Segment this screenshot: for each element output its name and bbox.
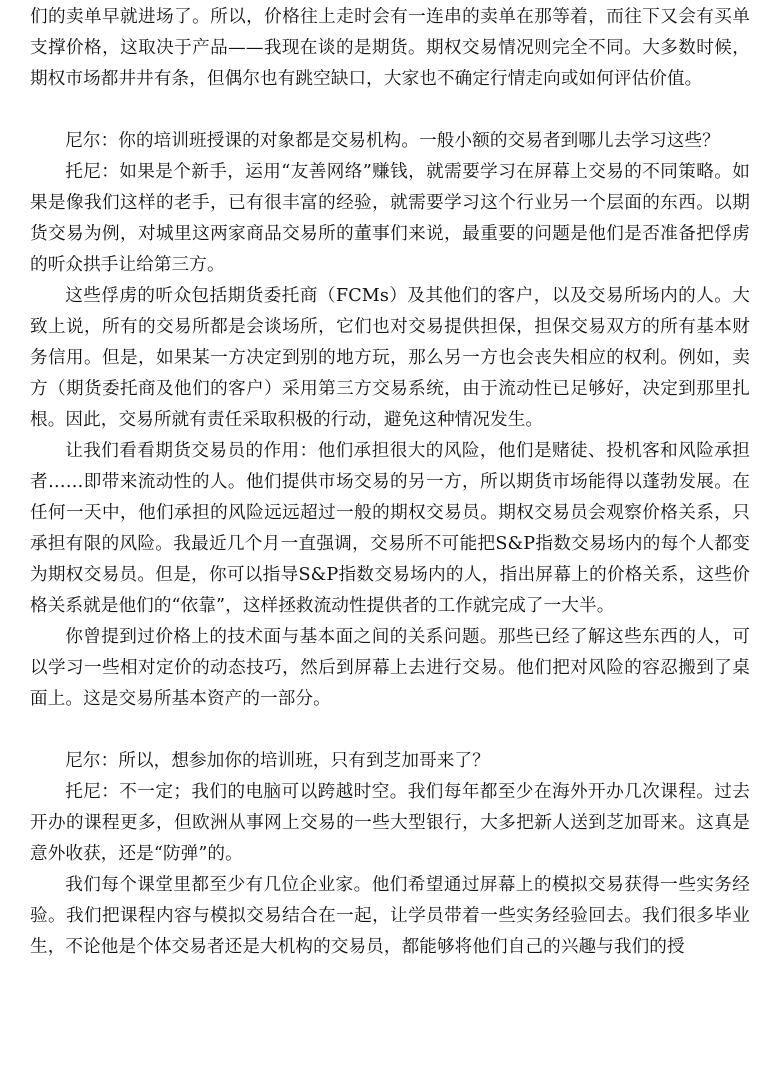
paragraph-neil-question-1: 尼尔：你的培训班授课的对象都是交易机构。一般小额的交易者到哪儿去学习这些？ (65, 131, 720, 151)
paragraph-1: 们的卖单早就进场了。所以，价格往上走时会有一连串的卖单在那等着，而往下又会有买单支撑价格，这取决于产品——我现在谈的是期货。期权交易情况则完全不同。大多数时候，期权市场都井井有条，但偶尔也有跳空缺口，大家也不确定行情走向或如何评估价值。 (30, 7, 750, 89)
paragraph-technical-fundamental: 你曾提到过价格上的技术面与基本面之间的关系问题。那些已经了解这些东西的人，可以学习一些相对定价的动态技巧，然后到屏幕上去进行交易。他们把对风险的容忍搬到了桌面上。这是交易所基本资产的一部分。 (30, 627, 750, 709)
paragraph-futures-traders: 让我们看看期货交易员的作用：他们承担很大的风险，他们是赌徒、投机客和风险承担者……即带来流动性的人。他们提供市场交易的另一方，所以期货市场能得以蓬勃发展。在任何一天中，他们承担的风险远远超过一般的期权交易员。期权交易员会观察价格关系，只承担有限的风险。我最近几个月一直强调，交易所不可能把S&P指数交易场内的每个人都变为期权交易员。但是，你可以指导S&P指数交易场内的人，指出屏幕上的价格关系，这些价格关系就是他们的“依靠”，这样拯救流动性提供者的工作就完成了一大半。 (30, 441, 750, 616)
paragraph-tony-answer-1: 托尼：如果是个新手，运用“友善网络”赚钱，就需要学习在屏幕上交易的不同策略。如果是像我们这样的老手，已有很丰富的经验，就需要学习这个行业另一个层面的东西。以期货交易为例，对城里这两家商品交易所的董事们来说，最重要的问题是他们是否准备把俘虏的听众拱手让给第三方。 (30, 162, 750, 275)
paragraph-captive-audience: 这些俘虏的听众包括期货委托商（FCMs）及其他们的客户，以及交易所场内的人。大致上说，所有的交易所都是会谈场所，它们也对交易提供担保，担保交易双方的所有基本财务信用。但是，如果某一方决定到别的地方玩，那么另一方也会丧失相应的权利。例如，卖方（期货委托商及他们的客户）采用第三方交易系统，由于流动性已足够好，决定到那里扎根。因此，交易所就有责任采取积极的行动，避免这种情况发生。 (30, 286, 750, 430)
paragraph-neil-question-2: 尼尔：所以，想参加你的培训班，只有到芝加哥来了？ (65, 751, 490, 771)
paragraph-gap (30, 715, 750, 746)
paragraph-entrepreneurs: 我们每个课堂里都至少有几位企业家。他们希望通过屏幕上的模拟交易获得一些实务经验。我们把课程内容与模拟交易结合在一起，让学员带着一些实务经验回去。我们很多毕业生，不论他是个体交易者还是大机构的交易员，都能够将他们自己的兴趣与我们的授 (30, 875, 750, 957)
paragraph-gap (30, 95, 750, 126)
paragraph-tony-answer-2: 托尼：不一定；我们的电脑可以跨越时空。我们每年都至少在海外开办几次课程。过去开办的课程更多，但欧洲从事网上交易的一些大型银行，大多把新人送到芝加哥来。这真是意外收获，还是“防弹”的。 (30, 782, 750, 864)
document-page (30, 2, 750, 963)
